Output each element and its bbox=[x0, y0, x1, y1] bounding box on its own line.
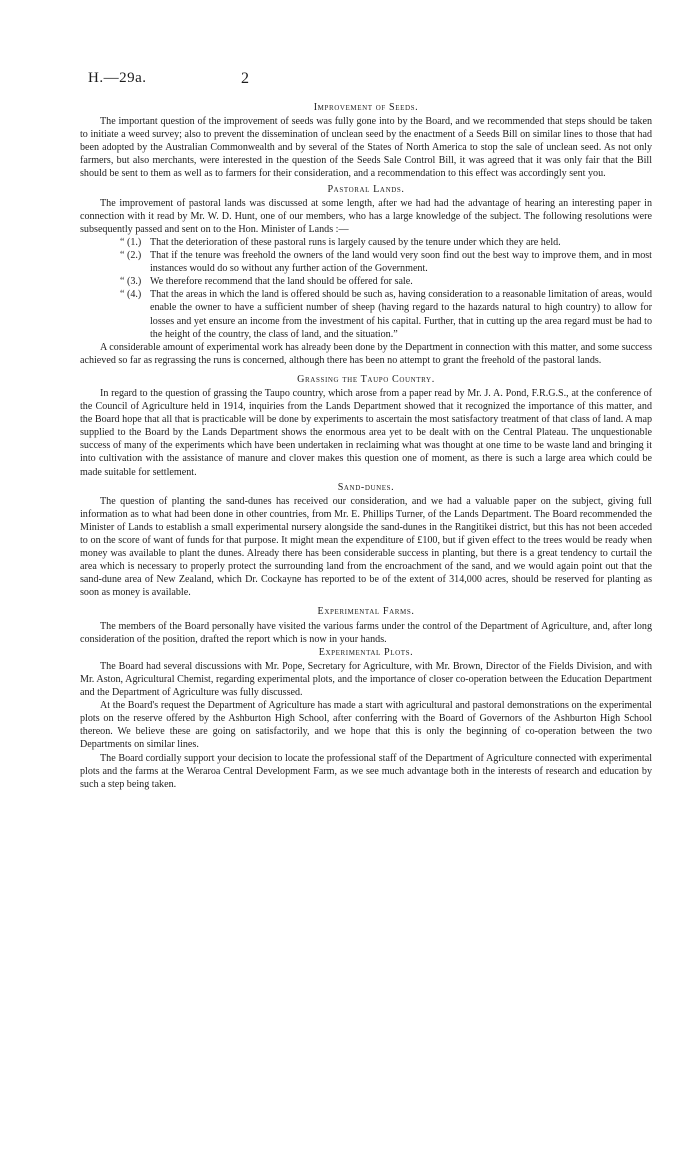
document-reference: H.—29a. bbox=[88, 70, 147, 86]
paragraph: The improvement of pastoral lands was discussed at some length, after we had had the advantage of hearing an interesting paper in connection with it read by Mr. W. D. Hunt, one of our members, who has a large knowledge of the subject. The following resolutions were subsequently passed and sent on to the Hon. Minister of Lands :— bbox=[80, 197, 652, 235]
resolution-text: That the areas in which the land is offered should be such as, having consideration to a reasonable limitation of areas, would enable the owner to have a sufficient number of sheep (having regard to the hazards natural to high country) to allow for losses and yet ensure an income from the investment of his capital. Further, that in cutting up the area regard must be had to the height of the country, the class of land, and the situation.” bbox=[150, 289, 652, 340]
section-improvement-of-seeds bbox=[80, 101, 652, 181]
paragraph: A considerable amount of experimental work has already been done by the Department in connection with this matter, and some success achieved so far as regrassing the runs is concerned, although there has been no attempt to grant the freehold of the pastoral lands. bbox=[80, 341, 652, 366]
resolution-text: That the deterioration of these pastoral runs is largely caused by the tenure under which they are held. bbox=[150, 236, 561, 248]
page-number: 2 bbox=[241, 70, 249, 87]
section-experimental-farms bbox=[80, 605, 652, 645]
section-heading: Pastoral Lands. bbox=[327, 183, 405, 195]
section-heading: Grassing the Taupo Country. bbox=[297, 373, 435, 385]
paragraph: The Board cordially support your decision to locate the professional staff of the Department of Agriculture connected with experimental plots and the farms at the Weraroa Central Development Farm, as we see much advantage both in the interests of research and education by such a step being taken. bbox=[80, 752, 652, 790]
resolution-text: That if the tenure was freehold the owners of the land would very soon find out the best way to improve them, and in most instances would do so without any further action of the Government. bbox=[150, 250, 652, 275]
paragraph: The important question of the improvement of seeds was fully gone into by the Board, and we recommended that steps should be taken to initiate a weed survey; also to prevent the dissemination of unclean seed by the enactment of a Seeds Bill on similar lines to those that had been adopted by the Australian Commonwealth and by several of the States of North America to stop the sale of unclean seed. As not only farmers, but also merchants, were interested in the question of the Seeds Sale Control Bill, it was agreed that it was only fair that the Bill should be sent to them as well as to farmers for their consideration, and a recommendation to this effect was accordingly sent you. bbox=[80, 116, 652, 180]
resolution-number: “ (2.) bbox=[120, 250, 142, 262]
paragraph: At the Board's request the Department of Agriculture has made a start with agricultural and pastoral demonstrations on the experimental plots on the reserve offered by the Ashburton High School, after conferring with the Board of Governors of the Ashburton High School thereon. We believe these are going on satisfactorily, and we hope that this is only the beginning of co-operation between the two Departments on similar lines. bbox=[80, 700, 652, 751]
resolution-number: “ (4.) bbox=[120, 289, 142, 301]
paragraph: In regard to the question of grassing the Taupo country, which arose from a paper read by Mr. J. A. Pond, F.R.G.S., at the conference of the Council of Agriculture held in 1914, inquiries from the Lands Department showed that it recognized the importance of this matter, and the Board hope that all that is practicable will be done by experiments to ascertain the most satisfactory treatment of that class of land. A map supplied to the Board by the Lands Department shows the enormous area yet to be dealt with on the Central Plateau. The unquestionable success of many of the experiments which have been undertaken in reclaiming what was thought at one time to be waste land and bringing it into cultivation with the assistance of manure and clover makes this question one of moment, as there is such a large area which could be made suitable for settlement. bbox=[80, 387, 652, 478]
page-header bbox=[88, 70, 660, 94]
paragraph: The members of the Board personally have visited the various farms under the control of the Department of Agriculture, and, after long consideration of the position, drafted the report which is now in your hands. bbox=[80, 620, 652, 645]
paragraph: The question of planting the sand-dunes has received our consideration, and we had a valuable paper on the subject, giving full information as to what had been done in other countries, from Mr. E. Phillips Turner, of the Lands Department. The Board recommended the Minister of Lands to establish a small experimental nursery alongside the sand-dunes in the Rangitikei district, but this has not been acceded to on the score of want of funds for that purpose. It might mean the expenditure of £100, but if given effect to the trees would be ready when money was available to plant the dunes. Already there has been considerable success in planting, but there is a great tendency to curtail the area which is necessary to properly protect the surrounding land from the encroachment of the sand, and we would again point out that the sand-dune area of New Zealand, which Dr. Cockayne has reported to be of the extent of 314,000 acres, should be reserved for planting as soon as money is available. bbox=[80, 495, 652, 599]
section-heading: Improvement of Seeds. bbox=[313, 102, 419, 113]
resolution-number: “ (3.) bbox=[120, 276, 142, 288]
section-heading: Experimental Plots. bbox=[318, 646, 414, 658]
section-pastoral-lands bbox=[80, 183, 652, 367]
resolutions-list bbox=[80, 236, 652, 341]
resolution-item bbox=[120, 275, 652, 288]
paragraph: The Board had several discussions with Mr. Pope, Secretary for Agriculture, with Mr. Brown, Director of the Fields Division, and with Mr. Aston, Agricultural Chemist, regarding experimental plots, and the importance of closer co-operation between the Education Department and the Department of Agriculture was fully discussed. bbox=[80, 660, 652, 699]
resolution-text: We therefore recommend that the land should be offered for sale. bbox=[150, 276, 413, 288]
section-heading: Experimental Farms. bbox=[317, 606, 415, 618]
resolution-item bbox=[120, 236, 652, 249]
section-experimental-plots bbox=[80, 646, 652, 791]
resolution-item bbox=[120, 249, 652, 275]
section-grassing-taupo bbox=[80, 373, 652, 479]
section-heading: Sand-dunes. bbox=[337, 481, 395, 493]
resolution-item bbox=[120, 288, 652, 340]
resolution-number: “ (1.) bbox=[120, 236, 142, 248]
page-content bbox=[80, 101, 652, 791]
section-sand-dunes bbox=[80, 481, 652, 600]
